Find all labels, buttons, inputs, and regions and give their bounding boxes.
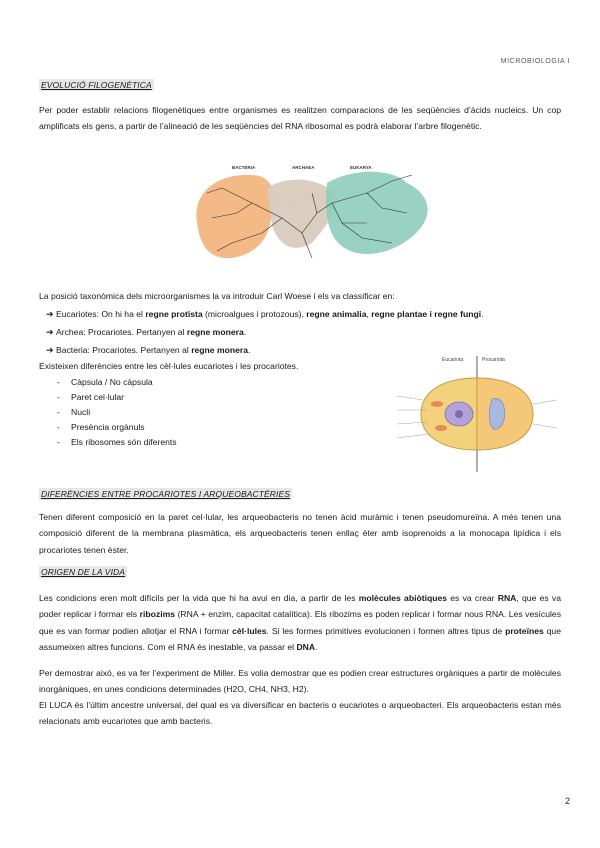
eukarya-region	[326, 172, 428, 254]
paragraph-origen-1: Les condicions eren molt difícils per la vida que hi ha avui en dia, a partir de les molècules abiòtiques es va crear RNA, que es va poder replicar i formar els ribozims (RNA + enzim, capacitat catalítica). Els ribozims es poden replicar i formar nous RNA. Les vesícules que es van formar podien allotjar el RNA i formar cèl·lules. Si les formes primitives evolucionen i formen altres tipus de proteïnes que assumeixen altres funcions. Com el RNA és inestable, va passar el DNA.	[39, 593, 561, 652]
page-header: MICROBIOLOGIA I	[500, 58, 570, 65]
tree-label-bacteria: BACTERIA	[232, 165, 256, 170]
difference-item: - Càpsula / No càpsula	[57, 377, 153, 387]
bacteria-region	[196, 175, 273, 258]
section-title-evolucio: EVOLUCIÓ FILOGENÈTICA	[41, 80, 152, 90]
difference-item: - Paret cel·lular	[57, 392, 125, 402]
woese-intro: La posició taxonòmica dels microorganismes la va introduir Carl Woese i els va classificar en:	[39, 291, 395, 301]
svg-text:· · · ·: · · · ·	[212, 199, 218, 202]
section-title-origen: ORIGEN DE LA VIDA	[41, 567, 126, 577]
tree-label-archaea: ARCHAEA	[292, 165, 315, 170]
svg-text:· · ·: · · ·	[352, 189, 356, 192]
page-number: 2	[564, 796, 570, 806]
differences-intro: Existeixen diferències entre les cèl·lules eucariotes i les procariotes.	[39, 361, 299, 371]
difference-item: - Presència orgànuls	[57, 422, 145, 432]
svg-text:· · ·: · · ·	[217, 221, 221, 224]
svg-text:· · ·: · · ·	[287, 201, 291, 204]
list-item-archea: ➔ Archea: Procariotes. Pertanyen al regne monera.	[46, 327, 247, 337]
arrow-icon: ➔	[46, 309, 54, 319]
cell-label-procariota: Procariota	[482, 357, 505, 363]
archaea-region	[267, 180, 335, 248]
paragraph-diferencies: Tenen diferent composició en la paret cel·lular, les arqueobacteris no tenen àcid muràmic i tenen pseudomureïna. A més tenen una composició diferent de la membrana plasmàtica, els arqueobacteris tenen enllaç èter amb isoprenoids a la monocapa lipídica i els procariotes tenen èster.	[39, 512, 561, 555]
section-title-diferencies: DIFERÈNCIES ENTRE PROCARIOTES I ARQUEOBACTÈRIES	[41, 489, 291, 499]
paragraph-evolucio: Per poder establir relacions filogenètiques entre organismes es realitzen comparacions de les seqüències d’àcids nucleics. Un cop amplificats els gens, a partir de l’alineació de les seqüències del RNA ribosomal es podrà elaborar l’arbre filogenètic.	[39, 105, 561, 132]
difference-item: - Els ribosomes són diferents	[57, 437, 177, 447]
arrow-icon: ➔	[46, 327, 54, 337]
paragraph-origen-2: Per demostrar això, es va fer l’experiment de Miller. Es volia demostrar que es podien crear estructures orgàniques a partir de molècules inorgàniques, en unes condicions determinades (H2O, CH4, NH3, H2).	[39, 668, 561, 695]
list-item-bacteria: ➔ Bacteria: Procariotes. Pertanyen al regne monera.	[46, 345, 251, 355]
cell-label-eucariota: Eucariota	[442, 357, 464, 363]
difference-item: - Nucli	[57, 407, 91, 417]
cell-comparison-figure	[397, 354, 562, 479]
svg-text:· · ·: · · ·	[362, 246, 366, 249]
tree-label-eukarya: EUKARYA	[350, 165, 372, 170]
list-item-eucariotes: ➔ Eucariotes: On hi ha el regne protista (microalgues i protozous), regne animalia, regne plantae i regne fungi.	[46, 309, 484, 319]
svg-text:· ·: · ·	[382, 221, 385, 224]
arrow-icon: ➔	[46, 345, 54, 355]
phylogenetic-tree-figure	[192, 163, 437, 268]
paragraph-origen-3: El LUCA és l’últim ancestre universal, del qual es va diversificar en bacteris o eucariotes o arqueobacteri. Els arqueobacteris estan més relacionats amb eucariotes que amb bacteris.	[39, 700, 561, 727]
svg-text:· · ·: · · ·	[242, 235, 246, 238]
